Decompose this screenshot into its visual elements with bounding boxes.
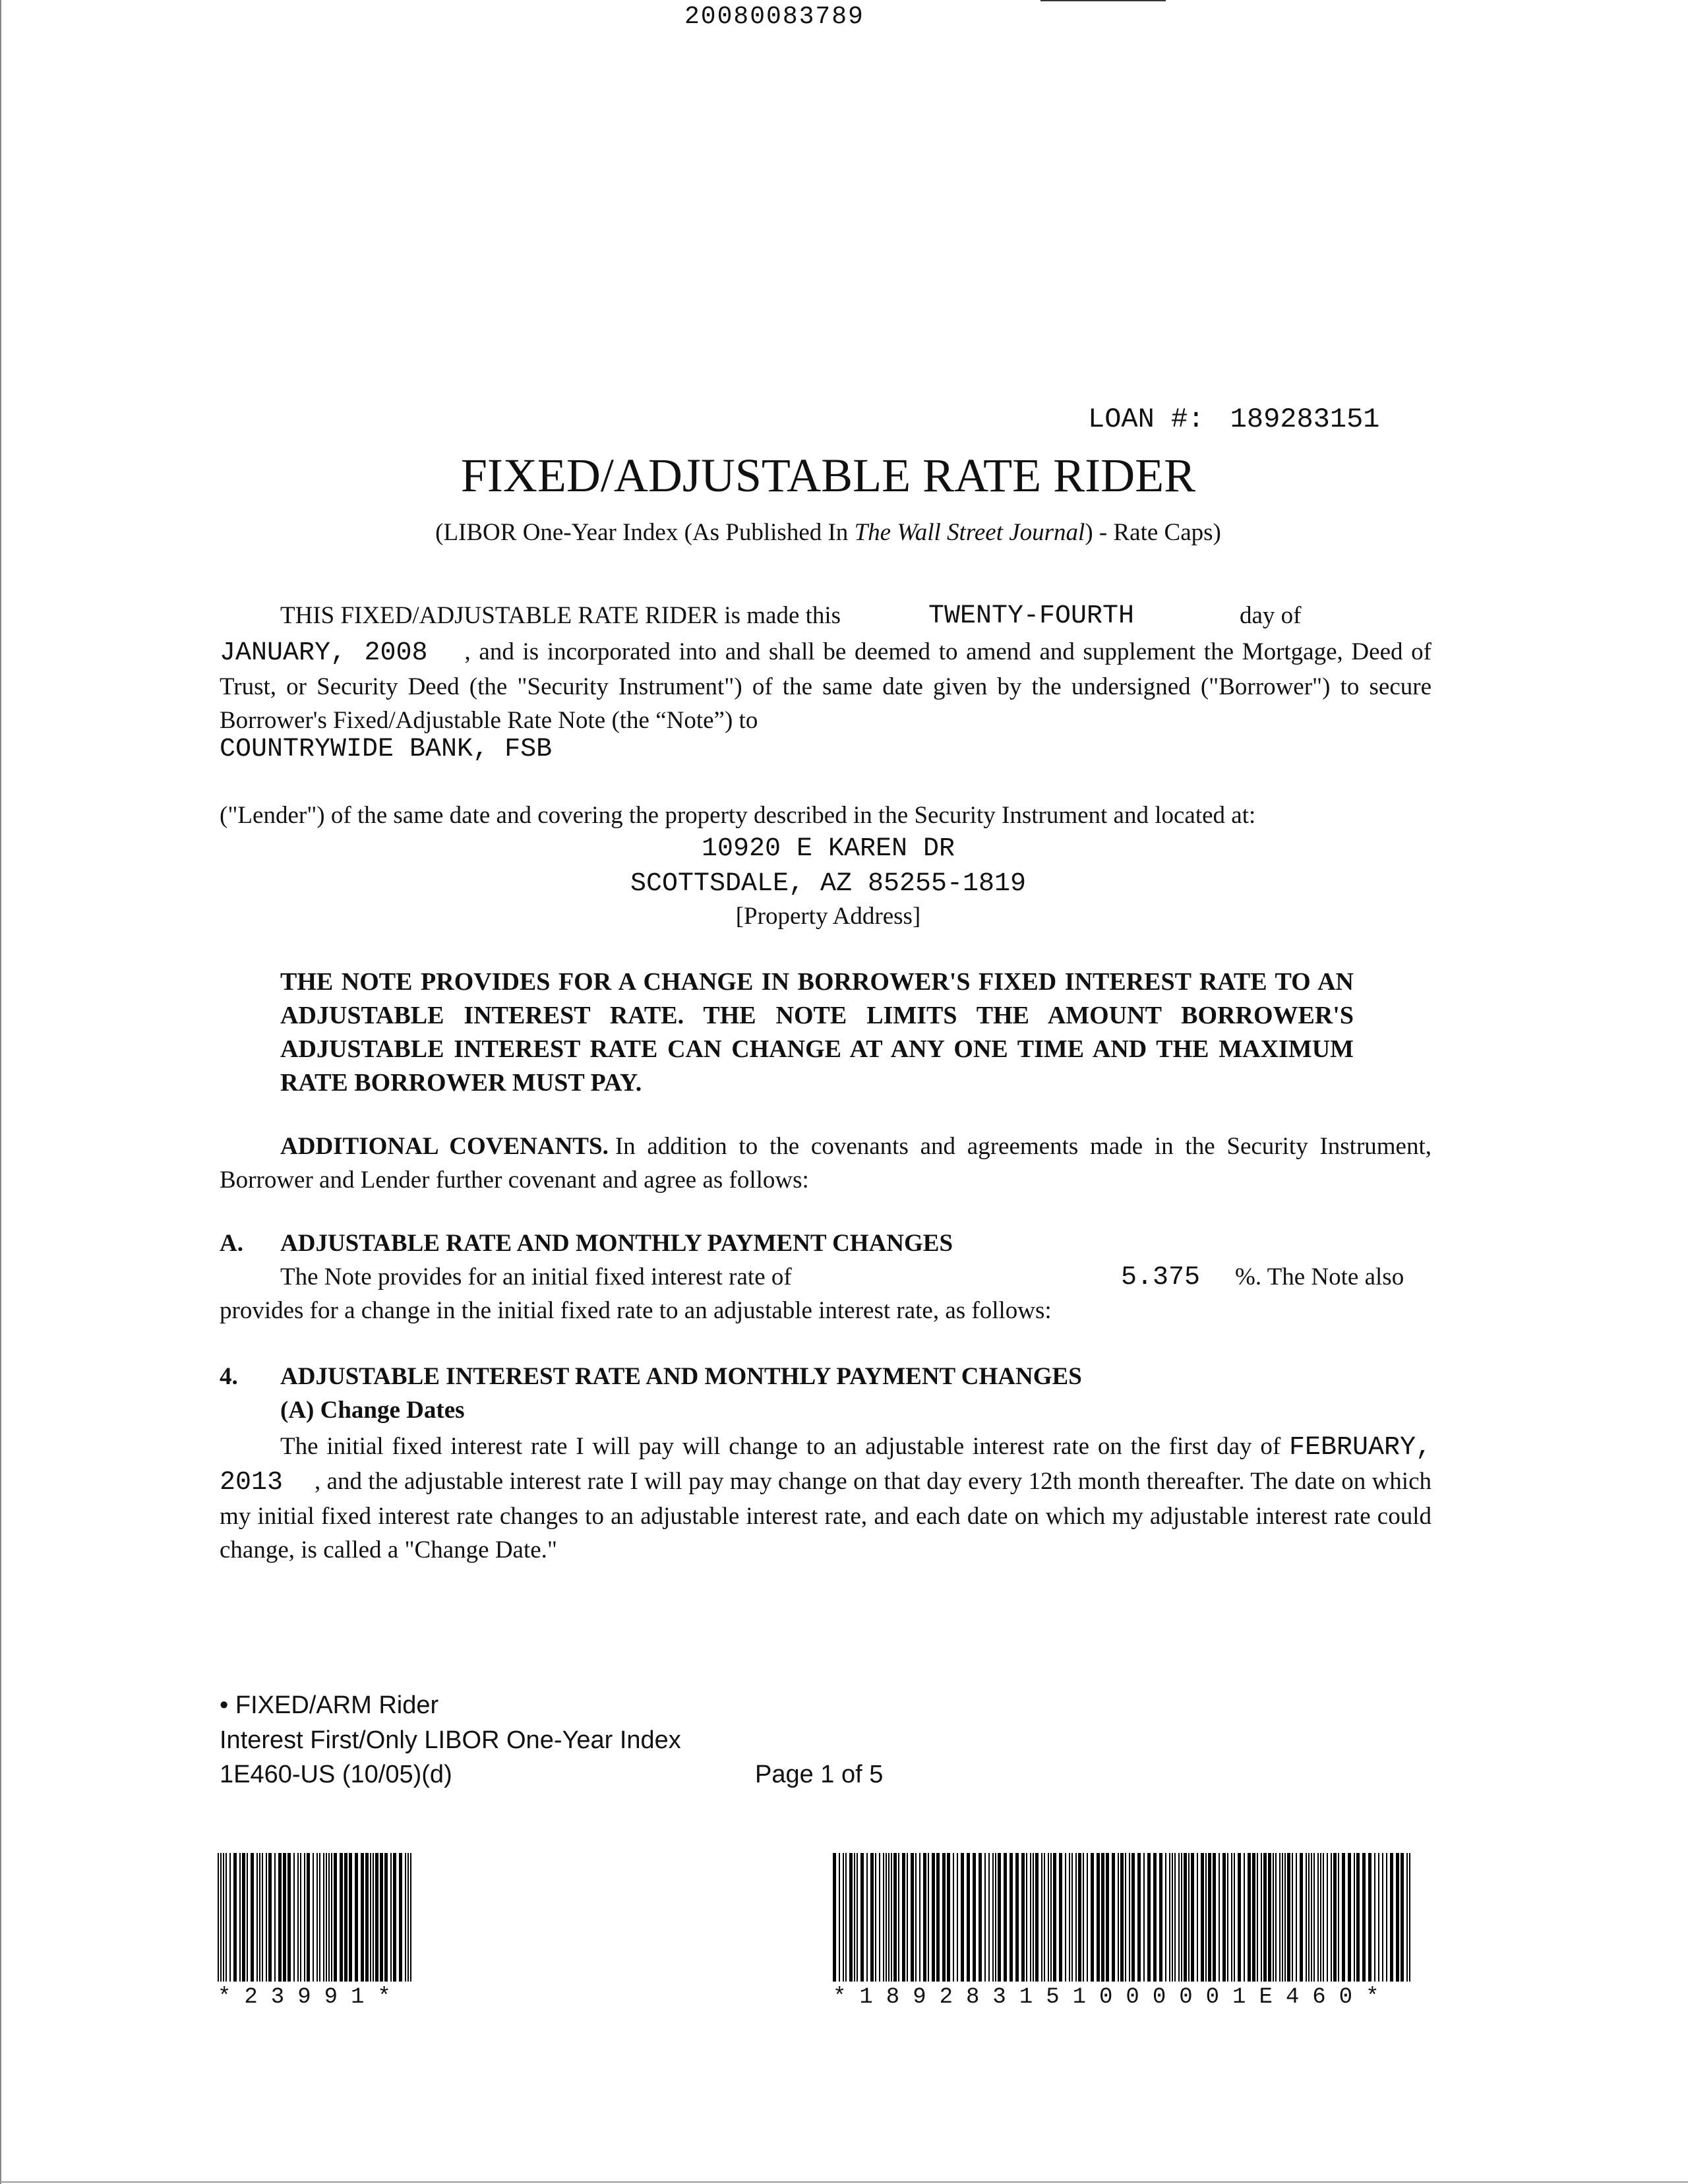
additional-covenants: [220, 1130, 1432, 1197]
barcode-bar: [839, 1853, 840, 1982]
barcode-bar: [375, 1853, 378, 1982]
barcode-bar: [1327, 1853, 1328, 1982]
barcode-bar: [1409, 1853, 1410, 1982]
change-dates-lead: The initial fixed interest rate I will pay will change to an adjustable interest rate on the first day of: [280, 1433, 1281, 1460]
barcode-bar: [1059, 1853, 1062, 1982]
loan-label: LOAN #:: [1088, 404, 1205, 435]
barcode-bar: [340, 1853, 343, 1982]
barcode-bar: [300, 1853, 301, 1982]
barcode-bar: [1153, 1853, 1157, 1982]
barcode-bar: [1396, 1853, 1399, 1982]
barcode-bar: [297, 1853, 299, 1982]
barcode-bar: [1147, 1853, 1151, 1982]
day-of-label: day of: [1240, 602, 1302, 629]
barcode-bar: [875, 1853, 876, 1982]
footer-form-name-line: [220, 1691, 438, 1720]
barcode-bar: [251, 1853, 254, 1982]
barcode-bar: [1273, 1853, 1274, 1982]
barcode-bar: [961, 1853, 964, 1982]
wsj-title: The Wall Street Journal: [854, 519, 1085, 546]
barcode-bar: [313, 1853, 314, 1982]
intro-paragraph: [220, 635, 1432, 737]
barcode-bar: [1143, 1853, 1145, 1982]
intro-lead: THIS FIXED/ADJUSTABLE RATE RIDER is made this: [280, 602, 841, 629]
change-dates-body: , and the adjustable interest rate I will pay may change on that day every 12th month thereafter. The date on which my initial fixed interest rate changes to an adjustable interest rate, and each date on which my adjustable interest rate could change, is called a "Change Date.": [220, 1468, 1432, 1563]
barcode-bar: [326, 1853, 327, 1982]
barcode-bar: [936, 1853, 940, 1982]
barcode-bar: [293, 1853, 295, 1982]
barcode-bar: [866, 1853, 868, 1982]
barcode-bar: [1159, 1853, 1162, 1982]
barcode-bar: [1231, 1853, 1232, 1982]
property-address-line1: 10920 E KAREN DR: [701, 834, 955, 864]
barcode-bar: [1010, 1853, 1013, 1982]
barcode-bar: [384, 1853, 388, 1982]
barcode-bar: [1374, 1853, 1375, 1982]
barcode-bar: [1338, 1853, 1339, 1982]
barcode-bar: [242, 1853, 245, 1982]
barcode-right: [833, 1853, 1413, 1982]
barcode-bar: [1275, 1853, 1277, 1982]
footer-bullet: •: [220, 1691, 229, 1719]
barcode-bar: [1406, 1853, 1408, 1982]
document-title: FIXED/ADJUSTABLE RATE RIDER: [460, 449, 1196, 502]
barcode-bar: [915, 1853, 917, 1982]
section-a-pct: %. The Note also: [1235, 1263, 1404, 1290]
barcode-bar: [1348, 1853, 1351, 1982]
barcode-bar: [957, 1853, 958, 1982]
first-change-date: FEBRUARY, 2013: [220, 1433, 1432, 1498]
barcode-bar: [1320, 1853, 1321, 1982]
barcode-bar: [942, 1853, 946, 1982]
barcode-bar: [226, 1853, 227, 1982]
barcode-bar: [407, 1853, 409, 1982]
barcode-bar: [247, 1853, 248, 1982]
property-address-line2: SCOTTSDALE, AZ 85255-1819: [630, 869, 1027, 899]
barcode-bar: [1065, 1853, 1066, 1982]
barcode-bar: [919, 1853, 920, 1982]
barcode-bar: [984, 1853, 986, 1982]
barcode-bar: [1050, 1853, 1052, 1982]
barcode-bar: [373, 1853, 374, 1982]
barcode-bar: [1238, 1853, 1241, 1982]
barcode-bar: [1083, 1853, 1084, 1982]
barcode-bar: [1091, 1853, 1094, 1982]
barcode-bar: [988, 1853, 990, 1982]
intro-body: , and is incorporated into and shall be deemed to amend and supplement the Mortgage, Deed of Trust, or Security Deed (the "Security Instrument") of the same date given by the undersigned ("Borrower") to secure Borrower's Fixed/Adjustable Rate Note (the “Note”) to: [220, 638, 1432, 734]
barcode-bar: [893, 1853, 897, 1982]
barcode-bar: [1368, 1853, 1372, 1982]
barcode-bar: [266, 1853, 267, 1982]
barcode-bar: [886, 1853, 887, 1982]
barcode-bar: [1331, 1853, 1332, 1982]
barcode-bar: [1015, 1853, 1019, 1982]
barcode-bar: [1048, 1853, 1049, 1982]
barcode-bar: [328, 1853, 330, 1982]
footer-form-name: FIXED/ARM Rider: [235, 1691, 439, 1719]
rate-change-notice: THE NOTE PROVIDES FOR A CHANGE IN BORROWER'S FIXED INTEREST RATE TO AN ADJUSTABLE INTEREST RATE. THE NOTE LIMITS THE AMOUNT BORROWER'S ADJUSTABLE INTEREST RATE CAN CHANGE AT ANY ONE TIME AND THE MAXIMUM RATE BORROWER MUST PAY.: [280, 968, 1354, 1097]
barcode-bar: [898, 1853, 899, 1982]
barcode-bar: [1306, 1853, 1307, 1982]
barcode-bar: [1101, 1853, 1104, 1982]
barcode-bar: [1248, 1853, 1251, 1982]
footer-form-code: 1E460-US (10/05)(d): [220, 1761, 452, 1788]
barcode-bar: [891, 1853, 892, 1982]
barcode-bar: [390, 1853, 392, 1982]
barcode-bar: [361, 1853, 364, 1982]
footer-form-desc: Interest First/Only LIBOR One-Year Index: [220, 1726, 681, 1754]
barcode-bar: [1044, 1853, 1045, 1982]
section-a-lead: The Note provides for an initial fixed interest rate of: [280, 1263, 792, 1290]
barcode-bar: [365, 1853, 369, 1982]
barcode-bar: [1112, 1853, 1115, 1982]
barcode-bar: [323, 1853, 324, 1982]
barcode-bar: [1261, 1853, 1262, 1982]
barcode-bar: [1205, 1853, 1207, 1982]
barcode-bar: [1174, 1853, 1176, 1982]
barcode-bar: [953, 1853, 954, 1982]
lender-clause: ("Lender") of the same date and covering the property described in the Security Instrument and located at:: [220, 802, 1256, 829]
barcode-bar: [1071, 1853, 1073, 1982]
section-4-number: 4.: [220, 1363, 238, 1390]
barcode-bar: [1333, 1853, 1337, 1982]
barcode-bar: [287, 1853, 291, 1982]
top-rule: [1040, 0, 1166, 1]
barcode-bar: [843, 1853, 844, 1982]
barcode-bar: [888, 1853, 889, 1982]
barcode-bar: [316, 1853, 318, 1982]
barcode-bar: [256, 1853, 258, 1982]
recording-number: 20080083789: [684, 3, 864, 31]
barcode-bar: [380, 1853, 383, 1982]
barcode-bar: [1317, 1853, 1319, 1982]
barcode-bar: [1386, 1853, 1387, 1982]
section-a-continuation: provides for a change in the initial fixed rate to an adjustable interest rate, as follows:: [220, 1297, 1052, 1324]
barcode-bar: [1292, 1853, 1293, 1982]
barcode-bar: [1282, 1853, 1283, 1982]
barcode-bar: [1201, 1853, 1204, 1982]
barcode-bar: [1234, 1853, 1235, 1982]
barcode-bar: [1252, 1853, 1255, 1982]
barcode-bar: [849, 1853, 853, 1982]
barcode-bar: [1222, 1853, 1226, 1982]
intro-first-line: [280, 601, 841, 630]
barcode-left: [218, 1853, 413, 1982]
barcode-bar: [233, 1853, 237, 1982]
barcode-bar: [278, 1853, 282, 1982]
barcode-bar: [274, 1853, 276, 1982]
barcode-bar: [319, 1853, 320, 1982]
barcode-bar: [1033, 1853, 1034, 1982]
loan-number: 189283151: [1230, 404, 1380, 435]
barcode-bar: [928, 1853, 929, 1982]
barcode-bar: [1263, 1853, 1267, 1982]
barcode-bar: [334, 1853, 337, 1982]
barcode-bar: [1354, 1853, 1355, 1982]
barcode-bar: [1257, 1853, 1258, 1982]
barcode-bar: [1296, 1853, 1297, 1982]
barcode-bar: [1004, 1853, 1007, 1982]
barcode-bar: [1041, 1853, 1042, 1982]
barcode-bar: [845, 1853, 847, 1982]
barcode-bar: [229, 1853, 231, 1982]
barcode-bar: [1129, 1853, 1130, 1982]
barcode-bar: [1191, 1853, 1194, 1982]
rider-month-year: JANUARY, 2008: [220, 638, 428, 668]
barcode-bar: [1106, 1853, 1109, 1982]
barcode-bar: [262, 1853, 263, 1982]
initial-fixed-rate: 5.375: [1121, 1263, 1201, 1292]
barcode-bar: [1323, 1853, 1324, 1982]
lender-name: COUNTRYWIDE BANK, FSB: [220, 735, 553, 764]
barcode-bar: [998, 1853, 1001, 1982]
barcode-bar: [947, 1853, 950, 1982]
change-dates-heading: (A) Change Dates: [280, 1397, 465, 1424]
barcode-bar: [283, 1853, 286, 1982]
barcode-bar: [857, 1853, 858, 1982]
barcode-bar: [1287, 1853, 1290, 1982]
covenants-heading: ADDITIONAL COVENANTS.: [280, 1133, 609, 1160]
barcode-left-text: *23991*: [218, 1985, 404, 2010]
barcode-bar: [1401, 1853, 1404, 1982]
barcode-bar: [1131, 1853, 1135, 1982]
barcode-bar: [860, 1853, 864, 1982]
section-a-heading: ADJUSTABLE RATE AND MONTHLY PAYMENT CHANGES: [280, 1230, 953, 1257]
barcode-bar: [1342, 1853, 1345, 1982]
barcode-bar: [1213, 1853, 1216, 1982]
rider-day: TWENTY-FOURTH: [928, 601, 1135, 631]
barcode-bar: [1087, 1853, 1088, 1982]
barcode-bar: [967, 1853, 970, 1982]
barcode-bar: [410, 1853, 411, 1982]
left-scan-edge: [0, 0, 1, 2184]
barcode-bar: [1021, 1853, 1025, 1982]
barcode-bar: [1390, 1853, 1393, 1982]
barcode-bar: [902, 1853, 905, 1982]
barcode-bar: [870, 1853, 874, 1982]
barcode-bar: [1118, 1853, 1119, 1982]
barcode-bar: [393, 1853, 396, 1982]
barcode-bar: [405, 1853, 406, 1982]
barcode-bar: [1308, 1853, 1310, 1982]
barcode-bar: [1300, 1853, 1303, 1982]
barcode-bar: [1178, 1853, 1180, 1982]
barcode-bar: [1356, 1853, 1360, 1982]
property-address-caption: [Property Address]: [735, 903, 921, 930]
barcode-bar: [399, 1853, 402, 1982]
barcode-bar: [923, 1853, 926, 1982]
barcode-bar: [239, 1853, 241, 1982]
barcode-bar: [907, 1853, 908, 1982]
barcode-bar: [1219, 1853, 1220, 1982]
barcode-bar: [1125, 1853, 1126, 1982]
barcode-bar: [1244, 1853, 1245, 1982]
barcode-bar: [1378, 1853, 1379, 1982]
barcode-bar: [1382, 1853, 1383, 1982]
barcode-bar: [223, 1853, 224, 1982]
barcode-bar: [973, 1853, 976, 1982]
barcode-bar: [979, 1853, 982, 1982]
barcode-bar: [1184, 1853, 1187, 1982]
barcode-bar: [1075, 1853, 1077, 1982]
barcode-bar: [1208, 1853, 1211, 1982]
barcode-bar: [1120, 1853, 1124, 1982]
barcode-bar: [1097, 1853, 1100, 1982]
barcode-bar: [220, 1853, 222, 1982]
barcode-bar: [854, 1853, 855, 1982]
barcode-bar: [1362, 1853, 1366, 1982]
barcode-bar: [259, 1853, 260, 1982]
barcode-right-text: *189283151000001E460*: [833, 1985, 1393, 2010]
document-subtitle: (LIBOR One-Year Index (As Published In The Wall Street Journal) - Rate Caps): [435, 519, 1221, 546]
barcode-bar: [833, 1853, 836, 1982]
bottom-scan-edge: [0, 2181, 1688, 2183]
barcode-bar: [1188, 1853, 1190, 1982]
change-dates-paragraph: [220, 1430, 1432, 1567]
barcode-bar: [1284, 1853, 1286, 1982]
barcode-bar: [1026, 1853, 1027, 1982]
barcode-bar: [911, 1853, 914, 1982]
barcode-bar: [370, 1853, 371, 1982]
barcode-bar: [1137, 1853, 1141, 1982]
page-number: Page 1 of 5: [755, 1761, 884, 1788]
barcode-bar: [344, 1853, 347, 1982]
barcode-bar: [307, 1853, 310, 1982]
barcode-bar: [992, 1853, 994, 1982]
barcode-bar: [1279, 1853, 1281, 1982]
barcode-bar: [304, 1853, 305, 1982]
barcode-bar: [995, 1853, 996, 1982]
barcode-bar: [1078, 1853, 1081, 1982]
barcode-bar: [1181, 1853, 1182, 1982]
barcode-bar: [1268, 1853, 1271, 1982]
barcode-bar: [349, 1853, 352, 1982]
section-a-letter: A.: [220, 1230, 243, 1257]
loan-number-line: [1088, 404, 1380, 435]
barcode-bar: [355, 1853, 358, 1982]
barcode-bar: [1069, 1853, 1070, 1982]
barcode-bar: [1197, 1853, 1198, 1982]
barcode-bar: [1035, 1853, 1039, 1982]
barcode-bar: [1165, 1853, 1166, 1982]
covenants-text: In addition to the covenants and agreements made in the Security Instrument, Borrower and Lender further covenant and agree as follows:: [220, 1133, 1432, 1194]
barcode-bar: [879, 1853, 880, 1982]
barcode-bar: [1053, 1853, 1056, 1982]
barcode-bar: [932, 1853, 935, 1982]
barcode-bar: [331, 1853, 332, 1982]
barcode-bar: [1227, 1853, 1228, 1982]
barcode-bar: [883, 1853, 884, 1982]
barcode-bar: [1313, 1853, 1315, 1982]
barcode-bar: [268, 1853, 272, 1982]
section-4-heading: ADJUSTABLE INTEREST RATE AND MONTHLY PAYMENT CHANGES: [280, 1363, 1082, 1390]
barcode-bar: [1169, 1853, 1170, 1982]
barcode-bar: [1030, 1853, 1031, 1982]
barcode-bar: [1172, 1853, 1173, 1982]
barcode-bar: [218, 1853, 219, 1982]
barcode-bar: [1311, 1853, 1312, 1982]
